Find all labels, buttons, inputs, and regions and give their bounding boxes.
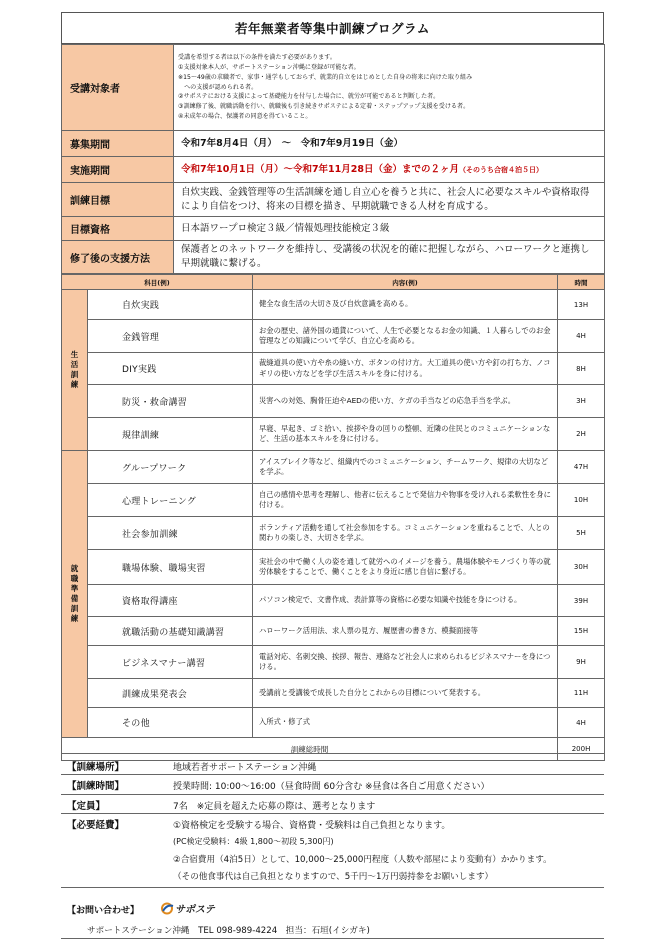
content-cell: 裁縫道具の使い方や糸の縫い方、ボタンの付け方。大工道具の使い方や釘の打ち方、ノコギリの使い方などを学び生活スキルを身に付ける。 [253, 353, 558, 385]
hours-cell: 11H [558, 679, 605, 708]
hours-cell: 4H [558, 320, 605, 353]
subject-cell: 社会参加訓練 [88, 517, 253, 550]
content-cell: 実社会の中で働く人の姿を通して就労へのイメージを養う。農場体験やモノづくり等の就労体験をすることで、働くことをより身近に感じ自信に繋げる。 [253, 550, 558, 585]
content-cell: 入所式・修了式 [253, 708, 558, 738]
hours-cell: 3H [558, 385, 605, 418]
divider [61, 813, 604, 814]
content-cell: 電話対応、名刺交換、挨拶、報告、連絡など社会人に求められるビジネスマナーを身につける。 [253, 646, 558, 679]
target-line: 受講を希望する者は以下の条件を満たす必要があります。 [178, 54, 336, 62]
goal-label: 訓練目標 [62, 183, 174, 217]
support-label: 修了後の支援方法 [62, 241, 174, 274]
cost-line-4: （その他食事代は自己負担となりますので、5千円～1万円弱持参をお願いします） [173, 872, 494, 882]
hours-cell: 13H [558, 290, 605, 320]
contact-line: サポートステーション沖縄 TEL 098-989-4224 担当：石垣(イシガキ) [87, 926, 370, 936]
hours-cell: 5H [558, 517, 605, 550]
total-label: 訓練総時間 [62, 738, 558, 761]
subject-cell: 就職活動の基礎知識講習 [88, 617, 253, 646]
subject-cell: 防災・救命講習 [88, 385, 253, 418]
content-cell: アイスブレイク等など、組織内でのコミュニケーション、チームワーク、規律の大切などを学ぶ。 [253, 451, 558, 484]
subject-cell: 資格取得講座 [88, 585, 253, 617]
hours-cell: 10H [558, 484, 605, 517]
target-line: への支援が認められる者。 [178, 83, 258, 91]
period-note: （そのうち合宿４泊５日） [459, 165, 543, 174]
content-cell: お金の歴史、諸外国の通貨について、人生で必要となるお金の知識、１人暮らしでのお金管理などの知識について学び、自立心を高める。 [253, 320, 558, 353]
target-text [174, 45, 605, 131]
subject-cell: 規律訓練 [88, 418, 253, 451]
category-life: 生 活 訓 練 [62, 290, 88, 451]
period-dates: 令和7年10月1日（月）～令和7年11月28日（金）までの２ヶ月 [181, 163, 459, 175]
target-line: ③訓練修了後、就職活動を行い、就職後も引き続きサポステによる定着・ステップアップ支援を受ける者。 [178, 103, 470, 111]
contact-label: 【お問い合わせ】 [67, 906, 140, 916]
content-cell: ハローワーク活用法、求人票の見方、履歴書の書き方、模擬面接等 [253, 617, 558, 646]
target-line: ④未成年の場合、保護者の同意を得ていること。 [178, 112, 312, 120]
column-content: 内容(例) [253, 275, 558, 290]
period-label: 実施期間 [62, 157, 174, 183]
content-cell: パソコン検定で、文書作成、表計算等の資格に必要な知識や技能を身につける。 [253, 585, 558, 617]
subject-cell: 職場体験、職場実習 [88, 550, 253, 585]
time-value: 授業時間: 10:00～16:00（昼食時間 60分含む ※昼食は各自ご用意ください） [173, 782, 490, 792]
column-hours: 時間 [558, 275, 605, 290]
hours-cell: 4H [558, 708, 605, 738]
subject-cell: グループワーク [88, 451, 253, 484]
target-label: 受講対象者 [62, 45, 174, 131]
column-subject: 科目(例) [62, 275, 253, 290]
cost-line-2: (PC検定受験料：4級 1,800～初段 5,300円) [173, 837, 334, 846]
logo-text: サポステ [175, 904, 215, 915]
page-title: 若年無業者等集中訓練プログラム [61, 12, 604, 44]
divider [61, 938, 604, 939]
category-job: 就 職 準 備 訓 練 [62, 451, 88, 738]
recruit-label: 募集期間 [62, 131, 174, 157]
hours-cell: 8H [558, 353, 605, 385]
hours-cell: 15H [558, 617, 605, 646]
content-cell: 災害への対処、胸骨圧迫やAEDの使い方、ケガの手当などの応急手当を学ぶ。 [253, 385, 558, 418]
place-value: 地域若者サポートステーション沖縄 [173, 763, 317, 773]
saposte-logo [161, 902, 229, 915]
subject-cell: その他 [88, 708, 253, 738]
divider [61, 887, 604, 888]
hours-cell: 30H [558, 550, 605, 585]
qual-value: 日本語ワープロ検定３級／情報処理技能検定３級 [174, 217, 605, 241]
capacity-value: 7名 ※定員を超えた応募の際は、選考となります [173, 802, 376, 812]
cost-line-3: ②合宿費用（4泊5日）として、10,000～25,000円程度（人数や部屋により変動有）かかります。 [173, 855, 552, 865]
flyer [61, 12, 604, 761]
subject-cell: DIY実践 [88, 353, 253, 385]
target-line: ※15～49歳の求職者で、家事・通学もしておらず、就業的自立をはじめとした自身の将来に向けた取り組み [178, 73, 473, 81]
divider [61, 774, 604, 775]
cost-label: 【必要経費】 [67, 820, 125, 831]
divider [61, 753, 604, 754]
curriculum-table [61, 274, 605, 761]
subject-cell: 金銭管理 [88, 320, 253, 353]
content-cell: 早寝、早起き、ゴミ拾い、挨拶や身の回りの整頓、近隣の住民とのコミュニケーションなど、生活の基本スキルを身に付ける。 [253, 418, 558, 451]
support-value: 保護者とのネットワークを維持し、受講後の状況を的確に把握しながら、ハローワークと連携し早期就職に繋げる。 [174, 241, 605, 274]
total-hours: 200H [558, 738, 605, 761]
goal-value: 自炊実践、金銭管理等の生活訓練を通し自立心を養うと共に、社会人に必要なスキルや資格取得により自信をつけ、将来の目標を描き、早期就職できる人材を育成する。 [174, 183, 605, 217]
overview-table [61, 44, 605, 274]
subject-cell: 心理トレーニング [88, 484, 253, 517]
target-line: ②サポステにおける支援によって基礎能力を付与した場合に、就労が可能であると判断した者。 [178, 93, 440, 101]
qual-label: 目標資格 [62, 217, 174, 241]
subject-cell: 自炊実践 [88, 290, 253, 320]
hours-cell: 39H [558, 585, 605, 617]
hours-cell: 47H [558, 451, 605, 484]
capacity-label: 【定員】 [67, 801, 106, 812]
hours-cell: 9H [558, 646, 605, 679]
hours-cell: 2H [558, 418, 605, 451]
subject-cell: 訓練成果発表会 [88, 679, 253, 708]
cost-line-1: ①資格検定を受験する場合、資格費・受験料は自己負担となります。 [173, 821, 451, 831]
divider [61, 794, 604, 795]
place-label: 【訓練場所】 [67, 762, 125, 773]
content-cell: ボランティア活動を通して社会参加をする。コミュニケーションを重ねることで、人との関わりの楽しさ、大切さを学ぶ。 [253, 517, 558, 550]
period-value [174, 157, 605, 183]
time-label: 【訓練時間】 [67, 781, 125, 792]
target-line: ①支援対象本人が、サポートステーション沖縄に登録が可能な者。 [178, 64, 360, 71]
subject-cell: ビジネスマナー講習 [88, 646, 253, 679]
content-cell: 自己の感情や思考を理解し、他者に伝えることで発信力や物事を受け入れる柔軟性を身に付ける。 [253, 484, 558, 517]
content-cell: 健全な食生活の大切さ及び自炊意識を高める。 [253, 290, 558, 320]
content-cell: 受講前と受講後で成長した自分とこれからの目標について発表する。 [253, 679, 558, 708]
recruit-value: 令和7年8月4日（月） ～ 令和7年9月19日（金） [174, 131, 605, 157]
